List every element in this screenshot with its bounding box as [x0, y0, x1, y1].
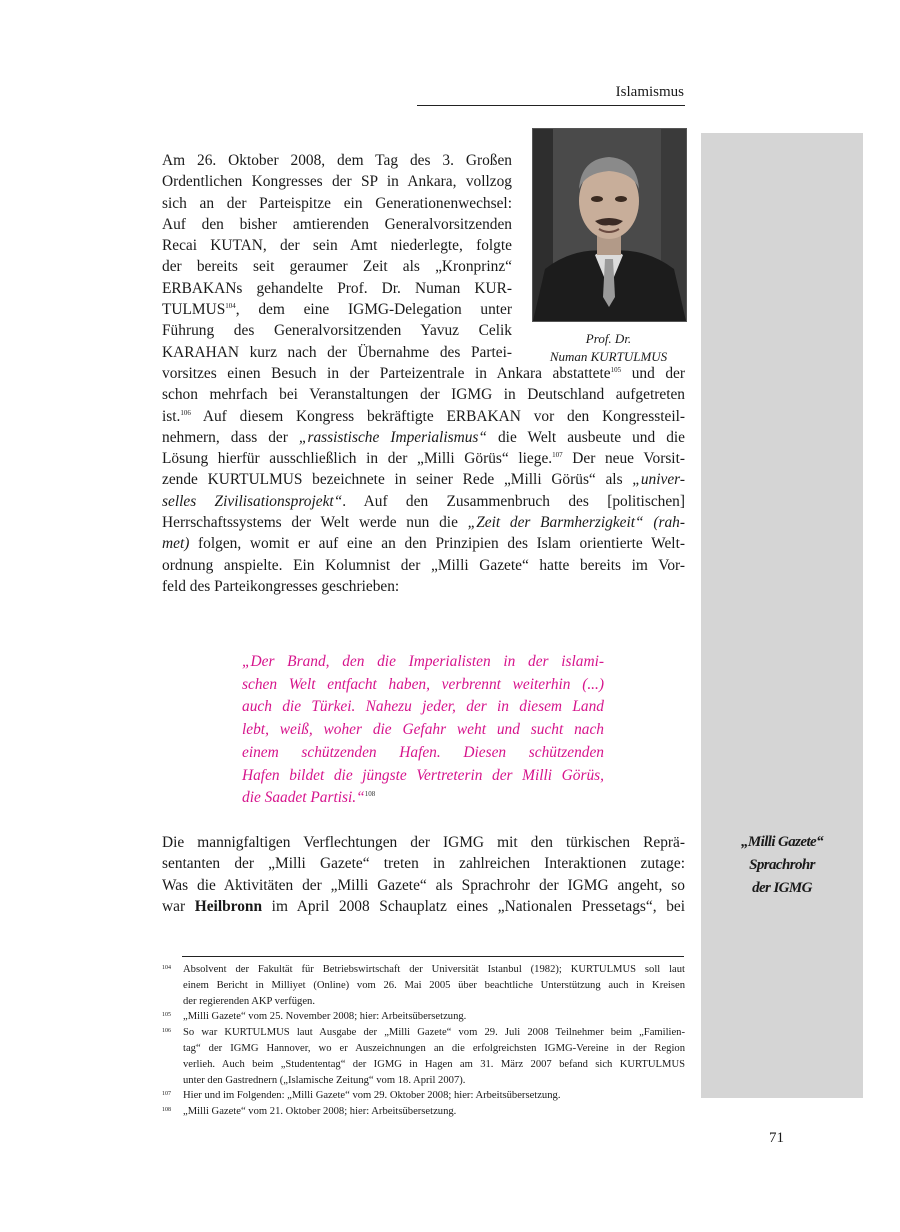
text-line: schon mehrfach bei Veranstaltungen der IGMG in Deutschland aufgetreten — [162, 386, 685, 404]
footnote-ref-107[interactable]: 107 — [552, 451, 563, 460]
footnote-line: unter den Gastrednern („Islamische Zeitung“ vom 18. April 2007). — [183, 1074, 466, 1086]
running-header: Islamismus — [615, 84, 684, 100]
footnote-line: Hier und im Folgenden: „Milli Gazete“ vom 29. Oktober 2008; hier: Arbeitsübersetzung. — [183, 1090, 561, 1102]
footnote-number: 107 — [162, 1091, 171, 1098]
text-run: zende KURTULMUS bezeichnete in seiner Rede „Milli Görüs“ als — [162, 471, 633, 489]
footnote — [162, 1009, 685, 1025]
footnote-line: So war KURTULMUS laut Ausgabe der „Milli Gazete“ vom 29. Juli 2008 Teilnehmer beim „Familien- — [183, 1027, 685, 1039]
text-run: . Auf den Zusammenbruch des [politischen] — [342, 492, 685, 510]
text-line: der bereits seit geraumer Zeit als „Kronprinz“ — [162, 258, 512, 276]
text-line — [162, 299, 512, 320]
caption-line: Numan KURTULMUS — [549, 349, 668, 364]
footnote-line: „Milli Gazete“ vom 25. November 2008; hier: Arbeitsübersetzung. — [183, 1011, 467, 1023]
footnote-line: tag“ der IGMG Hannover, wo er Auszeichnungen an die erfolgreichsten IGMG-Vereine in der Region — [183, 1042, 685, 1054]
text-run: , dem eine IGMG-Delegation unter — [235, 301, 512, 319]
emphasis: selles Zivilisationsprojekt“ — [162, 492, 343, 510]
text-line: ERBAKANs gehandelte Prof. Dr. Numan KUR- — [162, 279, 512, 297]
footnote-line: „Milli Gazete“ vom 21. Oktober 2008; hier: Arbeitsübersetzung. — [183, 1106, 457, 1118]
text-run: die Saadet Partisi.“ — [242, 789, 365, 807]
paragraph-intro-full — [162, 363, 685, 597]
text-line — [162, 533, 685, 554]
paragraph-intro-wrapped — [162, 150, 512, 363]
page-number: 71 — [769, 1130, 784, 1146]
text-run: nehmern, dass der — [162, 428, 299, 446]
footnote-line: einem Bericht in Milliyet (Online) vom 26. Mai 2005 über beachtliche Unterstützung auch in Kreisen — [183, 979, 685, 991]
text-run: vorsitzes einen Besuch in der Parteizentrale in Ankara abstattete — [162, 365, 611, 382]
text-line — [162, 469, 685, 490]
margin-note-line: „Milli Gazete“ — [740, 834, 823, 850]
quote-line: Hafen bildet die jüngste Vertreterin der Milli Görüs, — [242, 766, 604, 784]
footnote-ref-108[interactable]: 108 — [364, 790, 376, 799]
header-rule — [417, 105, 685, 106]
text-line — [162, 363, 685, 384]
footnote-number: 105 — [162, 1012, 171, 1019]
quote-line: einem schützenden Hafen. Diesen schützenden — [242, 743, 604, 761]
footnote-ref-105[interactable]: 105 — [610, 365, 622, 374]
text-line: Die mannigfaltigen Verflechtungen der IGMG mit den türkischen Reprä- — [162, 834, 685, 851]
quote-line: „Der Brand, den die Imperialisten in der islami- — [242, 653, 604, 670]
text-run: war — [162, 897, 195, 915]
bold-place-name: Heilbronn — [194, 897, 263, 915]
footnote — [162, 962, 685, 1009]
text-line: Am 26. Oktober 2008, dem Tag des 3. Großen — [162, 152, 512, 169]
caption-line: Prof. Dr. — [585, 331, 632, 346]
quote-line — [242, 787, 604, 810]
text-line: Recai KUTAN, der sein Amt niederlegte, folgte — [162, 237, 512, 255]
footnote — [162, 1025, 685, 1088]
text-run: Lösung hierfür ausschließlich in der „Milli Görüs“ liege. — [162, 450, 553, 468]
footnote — [162, 1104, 685, 1120]
photo-caption — [532, 330, 685, 366]
text-line — [162, 896, 685, 917]
text-line: ordnung anspielte. Ein Kolumnist der „Milli Gazete“ hatte bereits im Vor- — [162, 556, 685, 574]
emphasis: „rassistische Imperialismus“ — [298, 428, 487, 446]
quote-line: auch die Türkei. Nahezu jeder, der in diesem Land — [242, 698, 604, 716]
margin-note — [701, 831, 863, 900]
text-run: und der — [621, 365, 685, 382]
footnote-ref-104[interactable]: 104 — [225, 301, 236, 310]
text-line: KARAHAN kurz nach der Übernahme des Partei- — [162, 343, 512, 361]
text-line — [162, 406, 685, 427]
text-run: TULMUS — [162, 301, 226, 319]
footnotes-list — [162, 962, 685, 1120]
margin-note-line: Sprachrohr — [749, 857, 815, 873]
text-line: sentanten der „Milli Gazete“ treten in zahlreichen Interaktionen zutage: — [162, 855, 685, 873]
footnote-rule — [182, 956, 684, 957]
portrait-photo — [532, 128, 687, 322]
footnote-number: 106 — [162, 1028, 171, 1035]
footnote-number: 108 — [162, 1107, 171, 1114]
text-line: sich an der Parteispitze ein Generationenwechsel: — [162, 194, 512, 212]
margin-note-line: der IGMG — [752, 880, 812, 896]
block-quote — [242, 651, 604, 810]
quote-line: lebt, weiß, woher die Gefahr weht und sucht nach — [242, 721, 604, 739]
text-run: die Welt ausbeute und die — [486, 428, 685, 446]
footnote-line: verlieh. Auch beim „Studententag“ der IGMG in Hagen am 31. März 2007 befand sich KURTULMUS — [183, 1058, 685, 1070]
text-line: feld des Parteikongresses geschrieben: — [162, 577, 400, 595]
text-line — [162, 491, 685, 512]
footnote-ref-106[interactable]: 106 — [180, 408, 191, 417]
text-run: im April 2008 Schauplatz eines „Nationalen Pressetags“, bei — [262, 897, 686, 915]
text-run: Auf diesem Kongress bekräftigte ERBAKAN vor den Kongressteil- — [190, 407, 685, 425]
text-run: Herrschaftssystems der Welt werde nun die — [162, 514, 468, 532]
quote-line: schen Welt entfacht haben, verbrennt weiterhin (...) — [242, 675, 604, 693]
text-run: folgen, womit er auf eine an den Prinzipien des Islam orientierte Welt- — [189, 535, 685, 553]
text-line — [162, 512, 685, 533]
text-line: Was die Aktivitäten der „Milli Gazete“ als Sprachrohr der IGMG angeht, so — [162, 876, 685, 894]
text-line: Ordentlichen Kongresses der SP in Ankara, vollzog — [162, 173, 512, 191]
emphasis: „Zeit der Barmherzigkeit“ (rah- — [467, 514, 685, 532]
text-line: Führung des Generalvorsitzenden Yavuz Celik — [162, 322, 512, 340]
text-line — [162, 448, 685, 469]
text-run: Der neue Vorsit- — [562, 450, 685, 468]
text-line: Auf den bisher amtierenden Generalvorsitzenden — [162, 215, 512, 233]
footnote-number: 104 — [162, 965, 171, 971]
paragraph-milli-gazete — [162, 832, 685, 917]
margin-sidebar — [701, 133, 863, 1098]
portrait-image — [533, 129, 686, 321]
emphasis: met) — [162, 535, 190, 553]
emphasis: „univer- — [632, 471, 685, 489]
footnote-line: Absolvent der Fakultät für Betriebswirtschaft der Universität Istanbul (1982); KURTULMUS soll laut — [183, 964, 685, 975]
footnote-line: der regierenden AKP verfügen. — [183, 995, 315, 1007]
footnote — [162, 1088, 685, 1104]
text-line — [162, 427, 685, 448]
text-run: ist. — [162, 407, 181, 425]
